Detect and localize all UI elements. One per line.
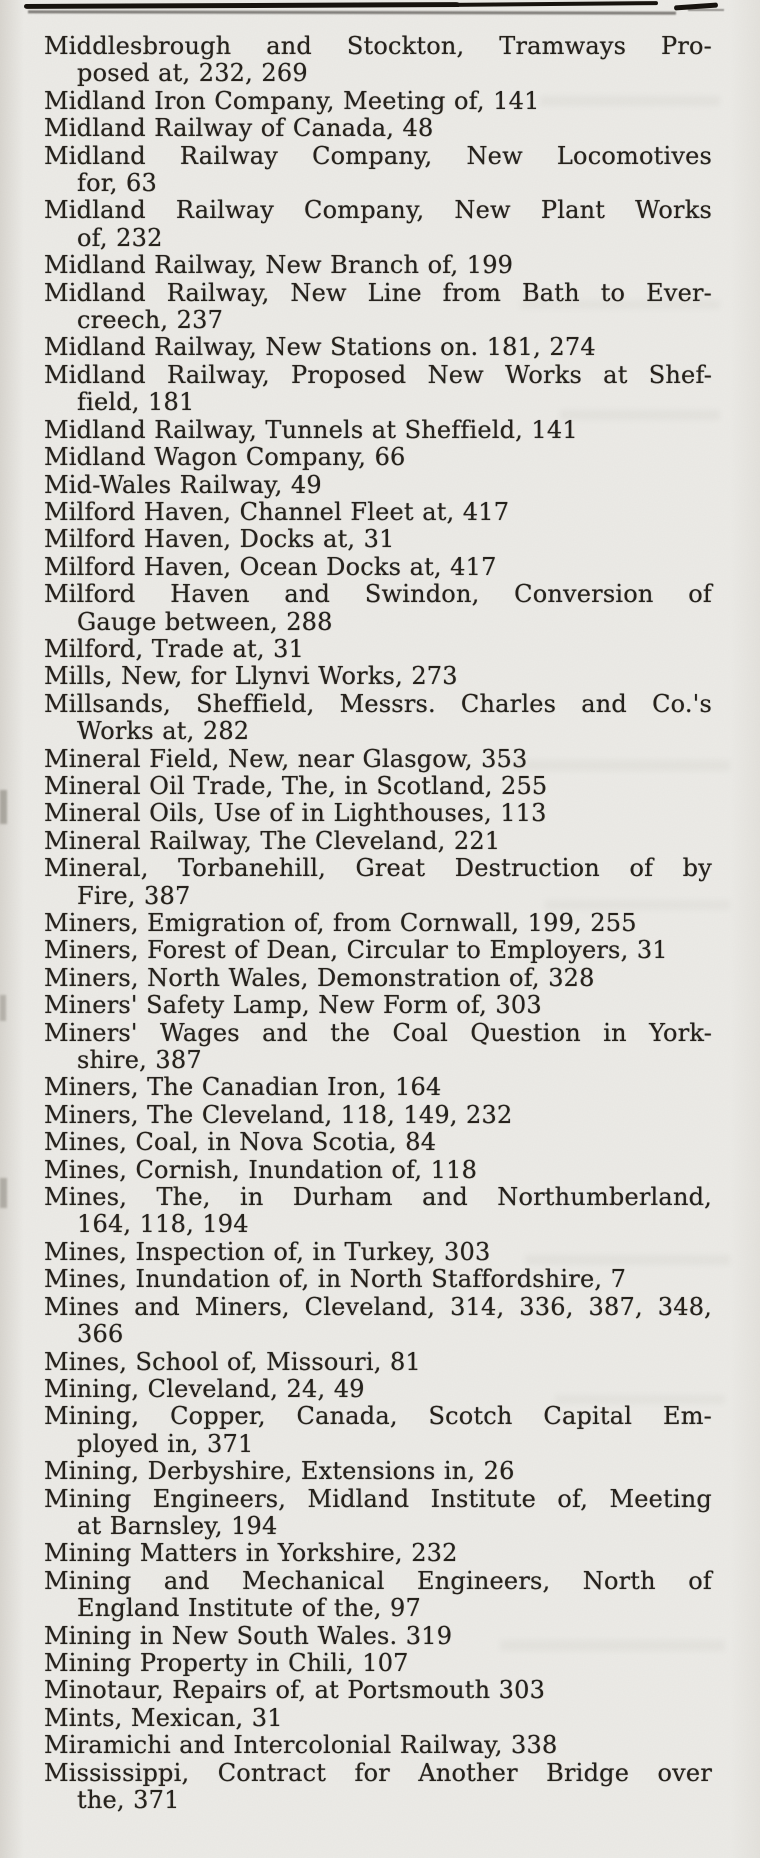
- index-entry-line: Miners, North Wales, Demonstration of, 328: [44, 963, 595, 992]
- index-entry-line: Middlesbrough and Stockton, Tramways Pro-: [44, 32, 712, 60]
- index-entry-line: Mining Engineers, Midland Institute of, Meeting: [44, 1484, 712, 1513]
- index-entry-line: Midland Wagon Company, 66: [44, 443, 406, 472]
- index-entry-line: Midland Railway, New Branch of, 199: [44, 251, 514, 280]
- page-edge-mark: [0, 1178, 7, 1208]
- index-entry-line: at Barnsley, 194: [77, 1511, 278, 1540]
- header-rule: [0, 0, 760, 20]
- index-entry-line: Mines, School of, Missouri, 81: [44, 1347, 421, 1376]
- index-entry-line: Miners' Safety Lamp, New Form of, 303: [44, 991, 542, 1020]
- index-entry-line: Midland Railway Company, New Plant Works: [44, 196, 712, 225]
- index-entry-line: Milford, Trade at, 31: [44, 634, 305, 663]
- index-entry-line: Mineral Field, New, near Glasgow, 353: [44, 744, 528, 773]
- index-entry-line: of, 232: [77, 223, 163, 252]
- header-rule-segment: [24, 2, 460, 9]
- index-entry-line: Milford Haven, Ocean Docks at, 417: [44, 552, 497, 581]
- index-entry-line: Mineral Railway, The Cleveland, 221: [44, 826, 501, 855]
- index-entry-line: ployed in, 371: [77, 1429, 254, 1458]
- index-entry-line: Mississippi, Contract for Another Bridge over: [44, 1758, 712, 1787]
- header-rule-smudge: [28, 10, 676, 14]
- index-entry-line: Mines, Coal, in Nova Scotia, 84: [44, 1128, 437, 1157]
- index-entry-line: Minotaur, Repairs of, at Portsmouth 303: [44, 1676, 546, 1705]
- index-entry-line: Miramichi and Intercolonial Railway, 338: [44, 1731, 558, 1760]
- index-entry-line: shire, 387: [77, 1046, 202, 1075]
- index-entry-line: Mines, Inundation of, in North Staffordshire, 7: [44, 1265, 627, 1294]
- index-entry-line: Miners, The Canadian Iron, 164: [44, 1073, 442, 1102]
- index-entry-line: Milford Haven and Swindon, Conversion of: [44, 580, 712, 609]
- index-entry-line: Mineral Oil Trade, The, in Scotland, 255: [44, 771, 548, 800]
- index-entries-list: [44, 33, 712, 1814]
- index-entry-line: Mineral Oils, Use of in Lighthouses, 113: [44, 799, 547, 828]
- index-entry-line: Mining and Mechanical Engineers, North of: [44, 1566, 712, 1595]
- index-entry-line: Mining in New South Wales. 319: [44, 1621, 453, 1650]
- index-entry-line: Milford Haven, Docks at, 31: [44, 525, 395, 554]
- index-entry-line: the, 371: [77, 1786, 180, 1814]
- index-entry-line: creech, 237: [77, 306, 224, 335]
- index-entry-line: Miners' Wages and the Coal Question in York-: [44, 1018, 712, 1047]
- index-entry-line: Works at, 282: [77, 717, 250, 746]
- index-entry-line: Miners, The Cleveland, 118, 149, 232: [44, 1100, 513, 1129]
- index-entry-line: Mining, Derbyshire, Extensions in, 26: [44, 1457, 515, 1486]
- header-rule-segment: [450, 1, 658, 7]
- index-entry-line: Miners, Forest of Dean, Circular to Employers, 31: [44, 936, 668, 965]
- index-entry-line: Midland Railway, Tunnels at Sheffield, 141: [44, 415, 578, 444]
- index-entry-line: Mines, Cornish, Inundation of, 118: [44, 1155, 478, 1184]
- index-entry-line: Mining Matters in Yorkshire, 232: [44, 1539, 458, 1568]
- index-entry-line: Midland Railway Company, New Locomotives: [44, 141, 712, 170]
- index-entry-line: Midland Railway, Proposed New Works at Shef-: [44, 360, 712, 389]
- index-entry-line: England Institute of the, 97: [77, 1594, 421, 1623]
- index-entry-line: field, 181: [77, 388, 195, 417]
- index-entry-line: Mining, Cleveland, 24, 49: [44, 1374, 365, 1403]
- header-rule-smudge: [688, 9, 724, 11]
- index-entry-line: for, 63: [77, 169, 157, 198]
- index-entry-line: Mid-Wales Railway, 49: [44, 470, 322, 499]
- index-entry-line: posed at, 232, 269: [77, 59, 308, 88]
- index-entry-line: Millsands, Sheffield, Messrs. Charles and Co.'s: [44, 689, 712, 718]
- index-entry-line: Miners, Emigration of, from Cornwall, 199, 255: [44, 909, 637, 937]
- index-entry-line: 366: [77, 1320, 124, 1349]
- page-edge-mark: [0, 995, 6, 1021]
- index-entry-line: Midland Railway of Canada, 48: [44, 114, 434, 143]
- index-entry-line: Gauge between, 288: [77, 607, 333, 636]
- index-entry-line: 164, 118, 194: [77, 1210, 249, 1239]
- index-entry-line: Fire, 387: [77, 881, 191, 910]
- index-entry-line: Midland Railway, New Stations on. 181, 274: [44, 333, 596, 362]
- index-entry-line: Mines, The, in Durham and Northumberland,: [44, 1183, 712, 1212]
- index-entry-line: Mines and Miners, Cleveland, 314, 336, 387, 348,: [44, 1292, 712, 1321]
- index-entry-line: Midland Iron Company, Meeting of, 141: [44, 86, 540, 115]
- index-entry-line: Mineral, Torbanehill, Great Destruction of by: [44, 854, 712, 883]
- index-entry-line: Mines, Inspection of, in Turkey, 303: [44, 1237, 491, 1266]
- index-entry-line: Midland Railway, New Line from Bath to Ever-: [44, 278, 712, 307]
- index-entry-line: Mining, Copper, Canada, Scotch Capital Em-: [44, 1402, 712, 1431]
- page-edge-mark: [0, 790, 7, 824]
- index-entry-line: Mining Property in Chili, 107: [44, 1648, 409, 1677]
- index-entry-line: Milford Haven, Channel Fleet at, 417: [44, 497, 510, 526]
- index-entry-line: Mills, New, for Llynvi Works, 273: [44, 662, 458, 691]
- index-entry-line: Mints, Mexican, 31: [44, 1703, 283, 1732]
